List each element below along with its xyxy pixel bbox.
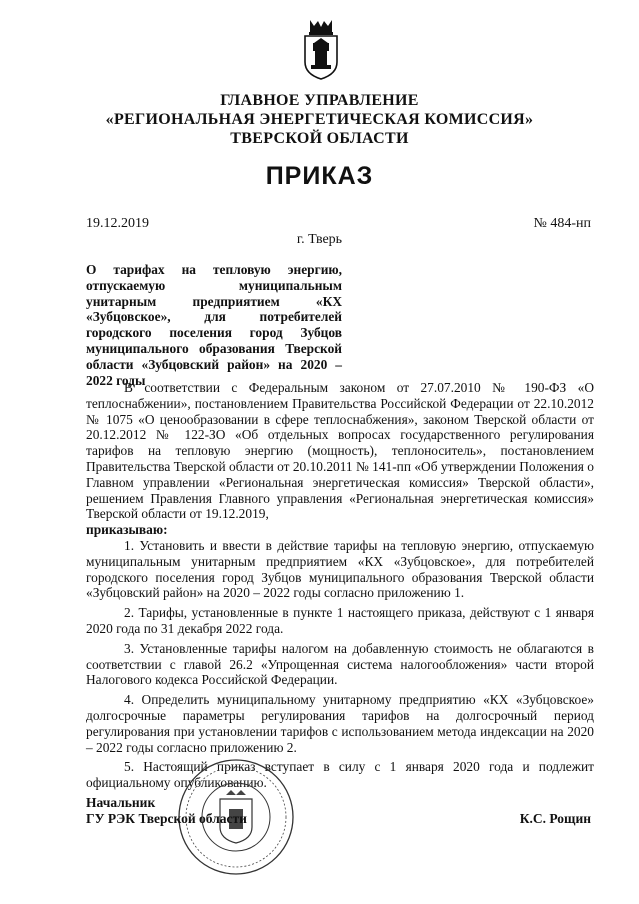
agency-name-line3: ТВЕРСКОЙ ОБЛАСТИ <box>230 130 409 147</box>
decree-item-1: 1. Установить и ввести в действие тарифы на тепловую энергию, отпускаемую муниципальным унитарным предприятием «КХ «Зубцовское», для потребителей городского поселения город Зубцов муниципального образования Тверской области «Зубцовский район» на 2020 – 2022 годы согласно приложению 1. <box>86 537 594 601</box>
signatory-name: К.С. Рощин <box>519 811 591 826</box>
coat-of-arms-icon <box>301 18 341 80</box>
preamble-paragraph: В соответствии с Федеральным законом от 27.07.2010 № 190-ФЗ «О теплоснабжении», постановлением Правительства Российской Федерации от 22.10.2012 № 1075 «О ценообразовании в сфере теплоснабжения», законом Тверской области от 20.12.2012 № 122-ЗО «Об отдельных вопросах государственного регулирования тарифов на тепловую энергию (мощность), теплоноситель», постановлением Правительства Тверской области от 20.10.2011 № 141-пп «Об утверждении Положения о Главном управлении «Региональная энергетическая комиссия» Тверской области», решением Правления Главного управления «Региональная энергетическая комиссия» Тверской области от 19.12.2019, <box>86 380 594 522</box>
decree-word: приказываю: <box>86 522 168 538</box>
decree-item-3: 3. Установленные тарифы налогом на добавленную стоимость не облагаются в соответствии с главой 26.2 «Упрощенная система налогообложения» части второй Налогового кодекса Российской Федерации. <box>86 640 594 688</box>
decree-item-2: 2. Тарифы, установленные в пункте 1 настоящего приказа, действуют с 1 января 2020 года по 31 декабря 2022 года. <box>86 605 594 636</box>
document-number: № 484-нп <box>533 216 591 231</box>
document-subject: О тарифах на тепловую энергию, отпускаемую муниципальным унитарным предприятием «КХ «Зубцовское», для потребителей городского поселения город Зубцов муниципального образования Тверской области «Зубцовский район» на 2020 – 2022 годы <box>86 262 342 388</box>
document-city: г. Тверь <box>296 232 343 247</box>
signatory-position-line2: ГУ РЭК Тверской области <box>86 811 247 826</box>
agency-name-line2: «РЕГИОНАЛЬНАЯ ЭНЕРГЕТИЧЕСКАЯ КОМИССИЯ» <box>105 111 534 128</box>
decree-item-4: 4. Определить муниципальному унитарному предприятию «КХ «Зубцовское» долгосрочные параметры регулирования тарифов на долгосрочный период регулирования при установлении тарифов с использованием метода индексации на 2020 – 2022 годы согласно приложению 2. <box>86 692 594 755</box>
document-title: ПРИКАЗ <box>265 162 374 190</box>
document-body <box>86 380 594 791</box>
signatory-position-line1: Начальник <box>86 795 156 810</box>
agency-name-line1: ГЛАВНОЕ УПРАВЛЕНИЕ <box>220 92 419 109</box>
decree-item-5: 5. Настоящий приказ вступает в силу с 1 января 2020 года и подлежит официальному опубликованию. <box>86 759 594 791</box>
document-date: 19.12.2019 <box>86 216 149 231</box>
